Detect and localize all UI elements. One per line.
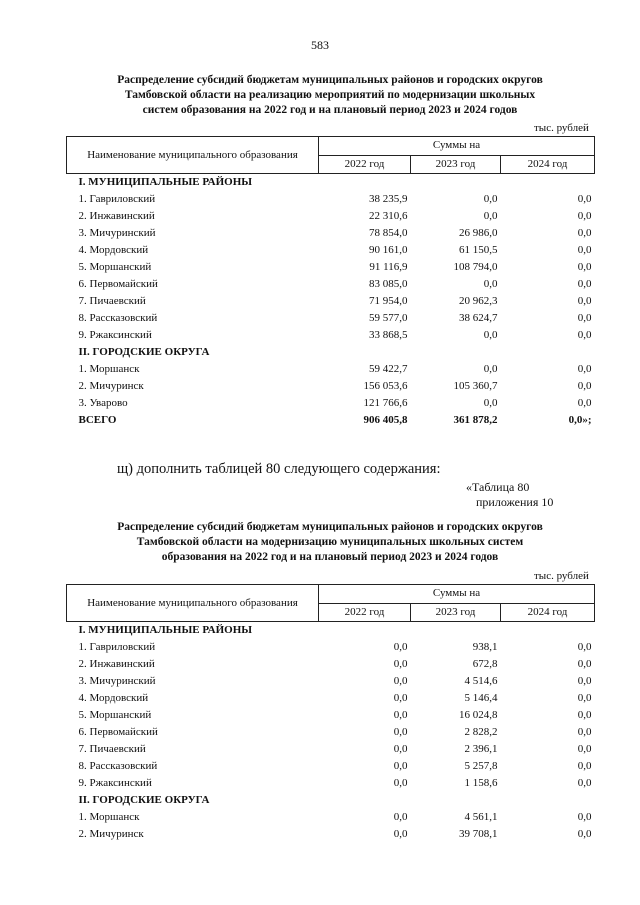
value-2023: 39 708,1 — [459, 828, 498, 840]
table-row — [67, 690, 595, 707]
value-2024: 0,0 — [577, 380, 592, 392]
value-2023: 5 257,8 — [464, 760, 498, 772]
value-2023: 1 158,6 — [464, 777, 498, 789]
section2-table — [66, 584, 595, 843]
section1-title-line: Тамбовской области на реализацию мероприятий по модернизации школьных — [124, 89, 536, 101]
table-row — [67, 809, 595, 826]
value-2023: 20 962,3 — [459, 295, 498, 307]
value-2023: 0,0 — [483, 397, 498, 409]
table-reference — [466, 480, 553, 510]
group-title-city-districts: II. ГОРОДСКИЕ ОКРУГА — [78, 346, 210, 358]
value-2022: 71 954,0 — [369, 295, 408, 307]
value-2022: 121 766,6 — [363, 397, 408, 409]
value-2024: 0,0 — [577, 244, 592, 256]
group-title-districts: I. МУНИЦИПАЛЬНЫЕ РАЙОНЫ — [78, 176, 253, 188]
row-name: 3. Мичуринский — [78, 227, 156, 239]
value-2024: 0,0 — [577, 811, 592, 823]
row-name: 3. Мичуринский — [78, 675, 156, 687]
value-2023: 108 794,0 — [453, 261, 498, 273]
value-2023: 61 150,5 — [459, 244, 498, 256]
value-2023: 26 986,0 — [459, 227, 498, 239]
row-name: 8. Рассказовский — [78, 312, 158, 324]
row-name: 5. Моршанский — [78, 261, 152, 273]
section1-table — [66, 136, 595, 429]
value-2023: 105 360,7 — [453, 380, 498, 392]
value-2024: 0,0 — [577, 261, 592, 273]
amendment-text: щ) дополнить таблицей 80 следующего содержания: — [117, 461, 441, 477]
table-row — [67, 741, 595, 758]
section1-title-line: систем образования на 2022 год и на плановый период 2023 и 2024 годов — [142, 104, 518, 116]
group-header-row — [67, 622, 595, 640]
row-name: 8. Рассказовский — [78, 760, 158, 772]
value-2024: 0,0 — [577, 363, 592, 375]
value-2022: 156 053,6 — [363, 380, 408, 392]
table-row — [67, 225, 595, 242]
row-name: 7. Пичаевский — [78, 743, 146, 755]
value-2023: 2 396,1 — [464, 743, 498, 755]
header-sums-label: Суммы на — [319, 585, 595, 604]
page-number: 583 — [311, 38, 329, 52]
value-2023: 4 514,6 — [464, 675, 498, 687]
value-2023: 16 024,8 — [459, 709, 498, 721]
value-2024: 0,0 — [577, 312, 592, 324]
table-row — [67, 775, 595, 792]
header-name-col: Наименование муниципального образования — [67, 585, 319, 622]
table-row — [67, 656, 595, 673]
row-name: 5. Моршанский — [78, 709, 152, 721]
value-2024: 0,0 — [577, 210, 592, 222]
value-2022: 38 235,9 — [369, 193, 408, 205]
value-2022: 0,0 — [393, 675, 408, 687]
value-2022: 0,0 — [393, 726, 408, 738]
table-reference-line: «Таблица 80 — [466, 480, 530, 494]
value-2024: 0,0 — [577, 227, 592, 239]
value-2024: 0,0 — [577, 295, 592, 307]
value-2023: 38 624,7 — [459, 312, 498, 324]
section1-title-line: Распределение субсидий бюджетам муниципальных районов и городских округов — [117, 74, 543, 86]
value-2024: 0,0 — [577, 675, 592, 687]
value-2023: 938,1 — [472, 641, 498, 653]
table-row — [67, 673, 595, 690]
row-name: 2. Мичуринск — [78, 380, 144, 392]
value-2024: 0,0 — [577, 692, 592, 704]
row-name: 6. Первомайский — [78, 726, 158, 738]
value-2022: 91 116,9 — [369, 261, 408, 273]
table-row — [67, 361, 595, 378]
table-header-row — [67, 137, 595, 156]
row-name: 2. Инжавинский — [78, 658, 155, 670]
row-name: 4. Мордовский — [78, 244, 149, 256]
total-row — [67, 412, 595, 429]
row-name: 1. Моршанск — [78, 811, 140, 823]
table-row — [67, 826, 595, 843]
value-2022: 33 868,5 — [369, 329, 408, 341]
value-2022: 0,0 — [393, 692, 408, 704]
header-year: 2024 год — [501, 603, 595, 622]
value-2022: 0,0 — [393, 811, 408, 823]
table-row — [67, 707, 595, 724]
value-2022: 59 422,7 — [369, 363, 408, 375]
section2-table-body — [67, 622, 595, 844]
value-2024: 0,0»; — [568, 414, 592, 426]
section2-units: тыс. рублей — [534, 570, 589, 582]
value-2022: 83 085,0 — [369, 278, 408, 290]
table-row — [67, 395, 595, 412]
value-2023: 0,0 — [483, 329, 498, 341]
value-2023: 2 828,2 — [464, 726, 498, 738]
value-2024: 0,0 — [577, 777, 592, 789]
value-2023: 361 878,2 — [453, 414, 498, 426]
row-name: 3. Уварово — [78, 397, 128, 409]
table-row — [67, 208, 595, 225]
section2-title-line: образования на 2022 год и на плановый период 2023 и 2024 годов — [161, 551, 499, 563]
value-2022: 0,0 — [393, 743, 408, 755]
value-2024: 0,0 — [577, 828, 592, 840]
header-year: 2024 год — [501, 155, 595, 174]
header-year: 2022 год — [319, 155, 411, 174]
value-2023: 5 146,4 — [464, 692, 498, 704]
table-row — [67, 327, 595, 344]
value-2022: 90 161,0 — [369, 244, 408, 256]
value-2022: 78 854,0 — [369, 227, 408, 239]
value-2022: 906 405,8 — [363, 414, 408, 426]
header-year: 2023 год — [411, 603, 501, 622]
value-2024: 0,0 — [577, 329, 592, 341]
value-2022: 59 577,0 — [369, 312, 408, 324]
header-year: 2022 год — [319, 603, 411, 622]
value-2023: 0,0 — [483, 278, 498, 290]
value-2023: 672,8 — [472, 658, 498, 670]
group-title-districts: I. МУНИЦИПАЛЬНЫЕ РАЙОНЫ — [78, 624, 253, 636]
row-name: 1. Моршанск — [78, 363, 140, 375]
table-row — [67, 724, 595, 741]
table-header-row — [67, 585, 595, 604]
section1-units: тыс. рублей — [534, 122, 589, 134]
value-2022: 0,0 — [393, 828, 408, 840]
value-2024: 0,0 — [577, 278, 592, 290]
value-2023: 4 561,1 — [464, 811, 498, 823]
value-2024: 0,0 — [577, 709, 592, 721]
value-2024: 0,0 — [577, 193, 592, 205]
group-header-row — [67, 174, 595, 192]
section1-title — [70, 73, 590, 118]
header-sums-label: Суммы на — [319, 137, 595, 156]
value-2024: 0,0 — [577, 726, 592, 738]
group-title-city-districts: II. ГОРОДСКИЕ ОКРУГА — [78, 794, 210, 806]
group-header-row — [67, 344, 595, 361]
table-row — [67, 259, 595, 276]
value-2022: 0,0 — [393, 709, 408, 721]
section1-table-body — [67, 174, 595, 430]
table-row — [67, 276, 595, 293]
section2-title — [70, 520, 590, 565]
row-name: 4. Мордовский — [78, 692, 149, 704]
value-2023: 0,0 — [483, 363, 498, 375]
value-2024: 0,0 — [577, 760, 592, 772]
value-2022: 0,0 — [393, 658, 408, 670]
table-row — [67, 242, 595, 259]
group-header-row — [67, 792, 595, 809]
value-2024: 0,0 — [577, 641, 592, 653]
table-row — [67, 293, 595, 310]
row-name: 2. Инжавинский — [78, 210, 155, 222]
table-reference-line: приложения 10 — [476, 495, 554, 509]
row-name: 1. Гавриловский — [78, 641, 156, 653]
table-row — [67, 758, 595, 775]
value-2024: 0,0 — [577, 743, 592, 755]
value-2022: 0,0 — [393, 641, 408, 653]
value-2023: 0,0 — [483, 193, 498, 205]
row-name: 2. Мичуринск — [78, 828, 144, 840]
value-2024: 0,0 — [577, 658, 592, 670]
row-name: 7. Пичаевский — [78, 295, 146, 307]
header-year: 2023 год — [411, 155, 501, 174]
header-name-col: Наименование муниципального образования — [67, 137, 319, 174]
row-name: 6. Первомайский — [78, 278, 158, 290]
value-2023: 0,0 — [483, 210, 498, 222]
table-row — [67, 191, 595, 208]
section2-title-line: Тамбовской области на модернизацию муниципальных школьных систем — [136, 536, 524, 548]
table-row — [67, 310, 595, 327]
value-2022: 22 310,6 — [369, 210, 408, 222]
section2-title-line: Распределение субсидий бюджетам муниципальных районов и городских округов — [117, 521, 543, 533]
row-name: 9. Ржаксинский — [78, 777, 152, 789]
row-name: ВСЕГО — [78, 414, 117, 426]
row-name: 1. Гавриловский — [78, 193, 156, 205]
table-row — [67, 378, 595, 395]
value-2022: 0,0 — [393, 777, 408, 789]
table-row — [67, 639, 595, 656]
value-2022: 0,0 — [393, 760, 408, 772]
value-2024: 0,0 — [577, 397, 592, 409]
row-name: 9. Ржаксинский — [78, 329, 152, 341]
